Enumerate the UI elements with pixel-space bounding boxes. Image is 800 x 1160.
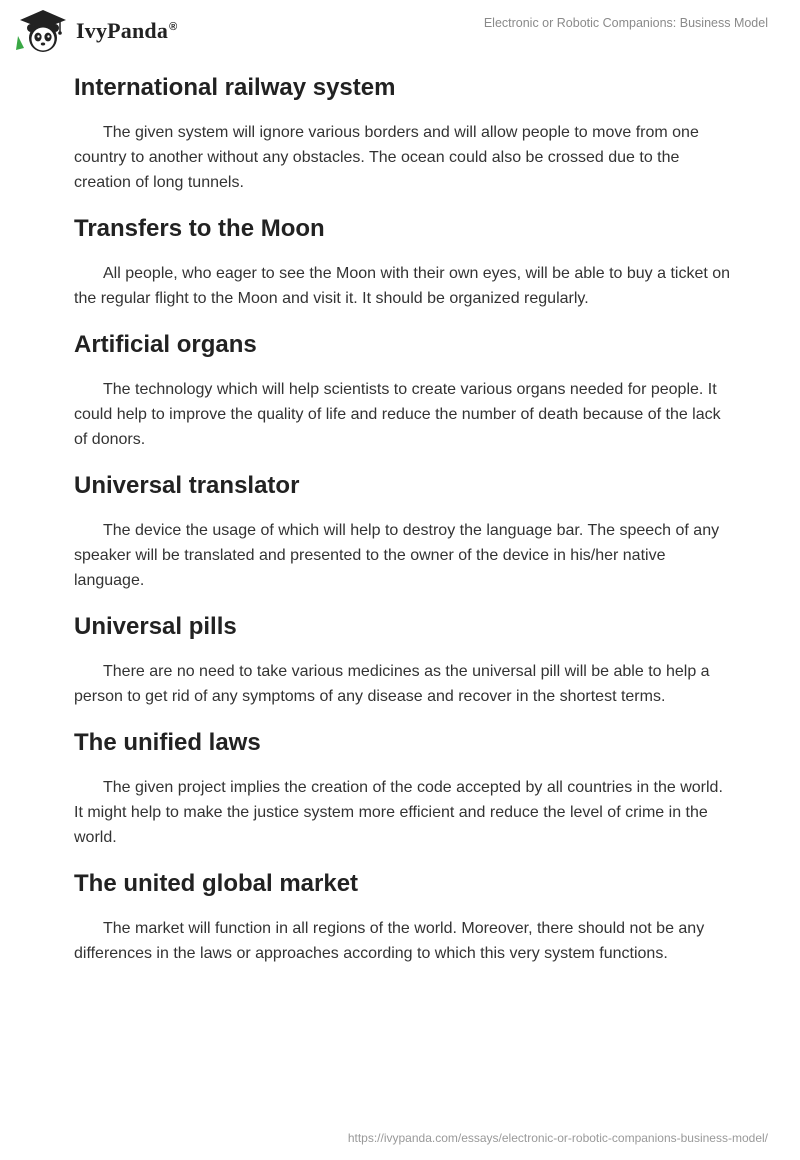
section-paragraph: The given project implies the creation of the code accepted by all countries in the world. It might help to make the justice system more efficient and reduce the level of crime in the world. — [74, 779, 723, 846]
section-heading: Transfers to the Moon — [74, 215, 325, 242]
section-paragraph: The market will function in all regions of the world. Moreover, there should not be any differences in the laws or approaches according to which this very system functions. — [74, 920, 705, 962]
section-railway — [74, 68, 734, 195]
section-heading: The united global market — [74, 870, 359, 897]
section-heading: Artificial organs — [74, 331, 257, 358]
section-laws — [74, 723, 734, 850]
panda-graduate-icon — [14, 8, 72, 54]
essay-body — [74, 68, 734, 980]
section-heading: Universal translator — [74, 472, 300, 499]
ivypanda-logo[interactable] — [14, 8, 177, 54]
section-heading: International railway system — [74, 74, 396, 101]
section-paragraph: The given system will ignore various borders and will allow people to move from one country to another without any obstacles. The ocean could also be crossed due to the creation of long tunnels. — [74, 124, 699, 191]
section-translator — [74, 466, 734, 593]
source-url-link[interactable]: https://ivypanda.com/essays/electronic-or-robotic-companions-business-model/ — [347, 1131, 768, 1145]
section-paragraph: All people, who eager to see the Moon with their own eyes, will be able to buy a ticket on the regular flight to the Moon and visit it. It should be organized regularly. — [74, 265, 731, 307]
section-organs — [74, 325, 734, 452]
section-paragraph: There are no need to take various medicines as the universal pill will be able to help a person to get rid of any symptoms of any disease and recover in the shortest terms. — [74, 663, 710, 705]
section-moon — [74, 209, 734, 311]
section-paragraph: The device the usage of which will help to destroy the language bar. The speech of any speaker will be translated and presented to the owner of the device in his/her native language. — [74, 522, 720, 589]
logo-wordmark: IvyPanda® — [76, 18, 178, 43]
section-market — [74, 864, 734, 966]
document-title: Electronic or Robotic Companions: Business Model — [483, 16, 768, 30]
section-pills — [74, 607, 734, 709]
section-heading: The unified laws — [74, 729, 261, 756]
section-paragraph: The technology which will help scientists to create various organs needed for people. It could help to improve the quality of life and reduce the number of death because of the lack of donors. — [74, 381, 721, 448]
page-header — [0, 0, 800, 62]
section-heading: Universal pills — [74, 613, 237, 640]
